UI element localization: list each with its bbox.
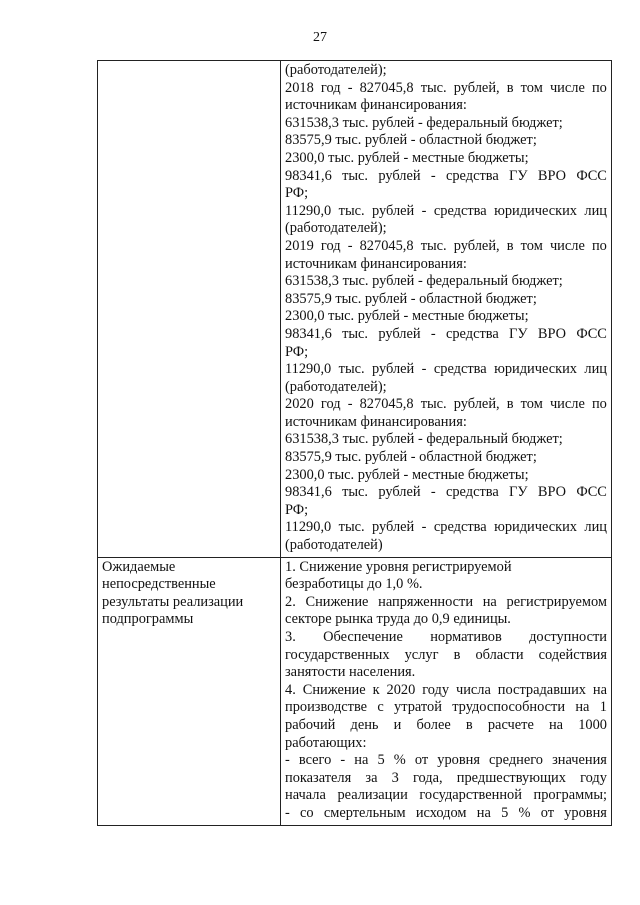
word: содействия [538,646,607,663]
word: юридических [494,361,577,378]
word: ГУ [509,325,528,342]
word: ФСС [576,325,607,342]
word: рублей [378,484,421,501]
word: в [506,79,514,96]
row-value-line: 631538,3 тыс. рублей - федеральный бюджет; [285,114,563,131]
word: трудоспособности [452,699,566,716]
row-value-line [285,805,607,823]
word: государственных [285,646,390,663]
word: - [430,167,436,184]
row-value-line [285,770,607,788]
word: на [476,804,491,821]
word: средства [445,484,499,501]
word: 2018 [285,79,314,96]
row-value-line [285,326,607,344]
word: тыс. [342,325,369,342]
word: пострадавших [497,681,586,698]
word: рублей [378,325,421,342]
word: 827045,8 [359,79,414,96]
row-value-line: источникам финансирования: [285,255,467,272]
word: средства [445,325,499,342]
word: - [421,202,427,219]
word: том [520,79,543,96]
word: юридических [494,202,577,219]
row-value-line: безработицы до 1,0 %. [285,576,423,593]
word: 1 [599,699,607,716]
word: 11290,0 [285,519,332,536]
table-row [98,61,612,558]
word: услуг [404,646,439,663]
row-value-line [285,752,607,770]
word: ФСС [576,484,607,501]
label-cell [98,557,281,825]
word: числе [549,396,585,413]
row-value-line: источникам финансирования: [285,97,467,114]
word: уровня [437,752,480,769]
word: 11290,0 [285,361,332,378]
word: области [475,646,524,663]
word: - [285,804,290,821]
word: в [506,237,514,254]
word: более [416,716,451,733]
word: - [421,361,427,378]
word: год [320,79,341,96]
word: за [365,769,378,786]
word: на [575,699,590,716]
row-value-line [285,682,607,700]
row-value-line: 2300,0 тыс. рублей - местные бюджеты; [285,308,529,325]
word: на [354,752,369,769]
word: рублей [372,202,415,219]
row-value-line: РФ; [285,343,309,360]
word: предшествующих [456,769,566,786]
word: по [591,396,607,413]
word: на [482,593,497,610]
label-cell [98,61,281,558]
word: том [520,396,543,413]
word: тыс. [338,519,365,536]
word: в [465,716,473,733]
row-value-line [285,519,607,537]
row-value-line [285,717,607,735]
word: лиц [584,519,607,536]
row-value-line: (работодателей) [285,537,383,554]
word: 2020 [386,681,416,698]
word: 3. [285,629,296,645]
word: числе [549,237,585,254]
word: 827045,8 [359,237,414,254]
word: расчете [487,716,534,733]
word: ФСС [576,167,607,184]
row-value-line: занятости населения. [285,664,416,681]
word: тыс. [420,237,447,254]
word: утратой [394,699,442,716]
row-value-line: (работодателей); [285,220,387,237]
word: уровня [564,804,607,821]
word: - [430,484,436,501]
word: Обеспечение [323,629,403,645]
row-value-line: (работодателей); [285,378,387,395]
word: лиц [584,361,607,378]
word: год [320,396,341,413]
word: исходом [415,804,467,821]
word: напряженности [378,593,474,610]
row-label-line: подпрограммы [102,611,194,628]
word: тыс. [420,396,447,413]
word: и [393,716,402,733]
row-label-line: результаты реализации [102,593,244,610]
word: 827045,8 [359,396,414,413]
row-value-line [285,396,607,414]
word: производстве [285,699,368,716]
word: тыс. [420,79,447,96]
word: к [372,681,380,698]
word: 5 [377,752,385,769]
word: от [414,752,429,769]
row-value-line: 1. Снижение уровня регистрируемой [285,558,512,575]
row-value-line [285,594,607,612]
row-value-line [285,699,607,717]
word: тыс. [338,202,365,219]
row-value-line [285,787,607,805]
row-value-line: 2300,0 тыс. рублей - местные бюджеты; [285,466,529,483]
row-value-line: РФ; [285,185,309,202]
word: в [506,396,514,413]
word: Снижение [305,593,369,610]
word: числе [549,79,585,96]
word: на [592,681,607,698]
row-value-line: 83575,9 тыс. рублей - областной бюджет; [285,449,537,466]
word: ГУ [509,484,528,501]
row-value-line [285,361,607,379]
word: доступности [529,629,607,645]
word: 98341,6 [285,167,332,184]
row-label-line: Ожидаемые [102,558,176,575]
word: 98341,6 [285,484,332,501]
word: начала [285,787,326,804]
row-value-line: работающих: [285,734,367,751]
word: значения [552,752,607,769]
word: на [548,716,564,733]
value-cell [281,557,612,825]
word: средства [445,167,499,184]
row-value-line: 631538,3 тыс. рублей - федеральный бюджет; [285,273,563,290]
word: - [347,396,353,413]
word: - [421,519,427,536]
word: средства [433,519,487,536]
word: 1000 [578,716,607,733]
row-label-line: непосредственные [102,576,216,593]
word: средства [433,361,487,378]
word: тыс. [342,167,369,184]
word: реализации [337,787,408,804]
word: 2. [285,593,296,610]
word: показателя [285,769,352,786]
word: - [347,237,353,254]
word: по [591,79,607,96]
table-row [98,557,612,825]
word: государственной [419,787,522,804]
word: смертельным [323,804,406,821]
word: 2020 [285,396,314,413]
word: ВРО [537,484,567,501]
word: - [430,325,436,342]
word: году [422,681,450,698]
row-value-line [285,203,607,221]
word: с [377,699,384,716]
row-value-line [285,647,607,665]
word: тыс. [338,361,365,378]
word: Снижение [302,681,366,698]
word: тыс. [342,484,369,501]
row-value-line [285,238,607,256]
word: 11290,0 [285,202,332,219]
word: году [580,769,607,786]
word: 98341,6 [285,325,332,342]
word: лиц [584,202,607,219]
row-value-line: 83575,9 тыс. рублей - областной бюджет; [285,132,537,149]
word: 4. [285,681,296,698]
word: рублей [378,167,421,184]
word: день [350,716,379,733]
program-table [97,60,612,826]
row-value-line: источникам финансирования: [285,413,467,430]
word: со [300,804,314,821]
row-value-line [285,484,607,502]
word: средства [433,202,487,219]
word: юридических [494,519,577,536]
row-value-line: (работодателей); [285,62,387,78]
word: рабочий [285,716,336,733]
word: рублей [372,361,415,378]
word: нормативов [430,629,502,645]
word: % [393,752,406,769]
word: ВРО [537,325,567,342]
word: среднего [489,752,543,769]
row-value-line: 83575,9 тыс. рублей - областной бюджет; [285,290,537,307]
word: - [340,752,346,769]
word: числа [455,681,491,698]
table-body [98,61,612,826]
word: % [518,804,531,821]
word: рублей [372,519,415,536]
word: год [320,237,341,254]
word: года, [412,769,443,786]
row-value-line: РФ; [285,501,309,518]
row-value-line [285,80,607,98]
word: программы; [533,787,607,804]
page-number: 27 [313,30,327,45]
row-value-line [285,629,607,647]
word: в [453,646,461,663]
word: - [347,79,353,96]
row-value-line: 2300,0 тыс. рублей - местные бюджеты; [285,149,529,166]
word: рублей, [453,237,500,254]
word: - [285,752,290,769]
value-cell [281,61,612,558]
word: 5 [501,804,509,821]
word: 2019 [285,237,314,254]
word: ВРО [537,167,567,184]
word: от [540,804,554,821]
row-value-line: секторе рынка труда до 0,9 единицы. [285,611,511,628]
row-value-line [285,168,607,186]
word: рублей, [453,79,500,96]
word: том [520,237,543,254]
word: 3 [391,769,399,786]
word: регистрируемом [506,593,607,610]
row-value-line: 631538,3 тыс. рублей - федеральный бюджет; [285,431,563,448]
word: ГУ [509,167,528,184]
word: всего [298,752,332,769]
word: по [591,237,607,254]
word: рублей, [453,396,500,413]
